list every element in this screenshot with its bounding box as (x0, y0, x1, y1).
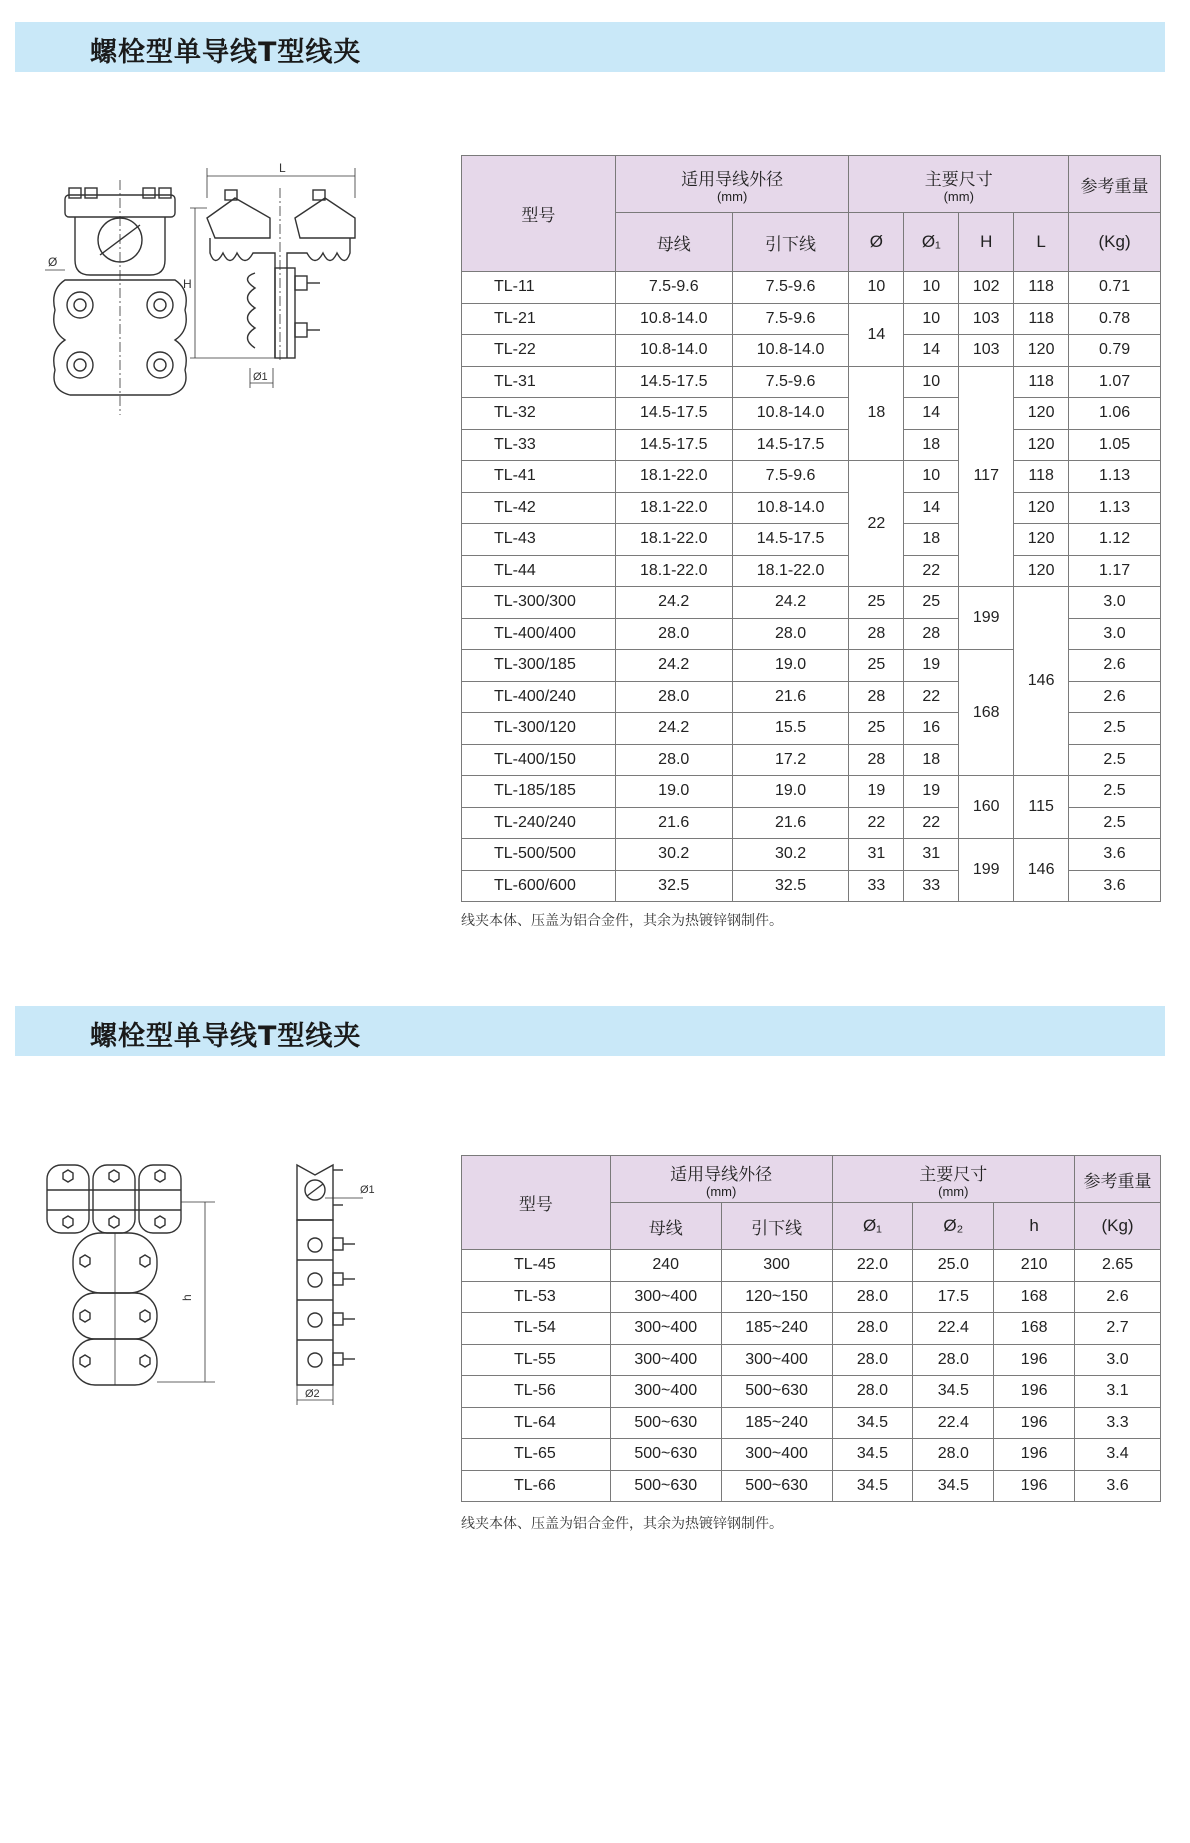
header-branch-line: 引下线 (732, 213, 849, 272)
table-row: TL-44 18.1-22.0 18.1-22.0 22 120 1.17 (462, 555, 1161, 587)
material-note-2: 线夹本体、压盖为铝合金件，其余为热镀锌钢制件。 (461, 1516, 783, 1532)
spec-table-2 (461, 1155, 1161, 1502)
table-row: TL-31 14.5-17.5 7.5-9.6 18 10 117 118 1.07 (462, 366, 1161, 398)
table-row: TL-54 300~400 185~240 28.0 22.4 168 2.7 (462, 1313, 1161, 1345)
table-row: TL-21 10.8-14.0 7.5-9.6 14 10 103 118 0.78 (462, 303, 1161, 335)
table-row: TL-400/150 28.0 17.2 28 18 2.5 (462, 744, 1161, 776)
table-row: TL-500/500 30.2 30.2 31 31 199 146 3.6 (462, 839, 1161, 871)
table-row: TL-11 7.5-9.6 7.5-9.6 10 10 102 118 0.71 (462, 272, 1161, 304)
table-row: TL-65 500~630 300~400 34.5 28.0 196 3.4 (462, 1439, 1161, 1471)
table-row: TL-240/240 21.6 21.6 22 22 2.5 (462, 807, 1161, 839)
header-phi2: Ø₂ (913, 1203, 994, 1250)
spec-table-1 (461, 155, 1161, 902)
section-title: 螺栓型单导线T型线夹 (90, 1021, 362, 1052)
table-row: TL-300/185 24.2 19.0 25 19 168 2.6 (462, 650, 1161, 682)
header-main-line: 母线 (610, 1203, 721, 1250)
header-L: L (1014, 213, 1069, 272)
diagram-label-phi1: Ø1 (253, 371, 268, 383)
table-row: TL-33 14.5-17.5 14.5-17.5 18 120 1.05 (462, 429, 1161, 461)
diagram-label-L: L (279, 161, 286, 175)
clamp-front-view-diagram (45, 180, 195, 415)
table-row: TL-22 10.8-14.0 10.8-14.0 14 103 120 0.79 (462, 335, 1161, 367)
table-row: TL-45 240 300 22.0 25.0 210 2.65 (462, 1250, 1161, 1282)
table-row: TL-185/185 19.0 19.0 19 19 160 115 2.5 (462, 776, 1161, 808)
header-model: 型号 (462, 156, 616, 272)
clamp-front-view-diagram-2 (45, 1160, 225, 1390)
table-row: TL-41 18.1-22.0 7.5-9.6 22 10 118 1.13 (462, 461, 1161, 493)
table-row: TL-400/240 28.0 21.6 28 22 2.6 (462, 681, 1161, 713)
table-row: TL-42 18.1-22.0 10.8-14.0 14 120 1.13 (462, 492, 1161, 524)
header-h: h (994, 1203, 1075, 1250)
table-row: TL-56 300~400 500~630 28.0 34.5 196 3.1 (462, 1376, 1161, 1408)
section-header-2 (15, 1006, 1165, 1056)
table-row: TL-32 14.5-17.5 10.8-14.0 14 120 1.06 (462, 398, 1161, 430)
header-dims: 主要尺寸 (mm) (832, 1156, 1075, 1203)
header-conductor: 适用导线外径 (mm) (615, 156, 849, 213)
header-weight-unit: (Kg) (1069, 213, 1161, 272)
header-conductor: 适用导线外径 (mm) (610, 1156, 832, 1203)
section-title: 螺栓型单导线T型线夹 (90, 37, 362, 68)
table-row: TL-66 500~630 500~630 34.5 34.5 196 3.6 (462, 1470, 1161, 1502)
header-main-line: 母线 (615, 213, 732, 272)
table-row: TL-53 300~400 120~150 28.0 17.5 168 2.6 (462, 1281, 1161, 1313)
table-row: TL-64 500~630 185~240 34.5 22.4 196 3.3 (462, 1407, 1161, 1439)
table-row: TL-300/300 24.2 24.2 25 25 199 146 3.0 (462, 587, 1161, 619)
material-note-1: 线夹本体、压盖为铝合金件，其余为热镀锌钢制件。 (461, 913, 783, 929)
header-H: H (959, 213, 1014, 272)
section-header-1 (15, 22, 1165, 72)
diagram-label-phi1-2: Ø1 (360, 1184, 375, 1196)
header-dims: 主要尺寸 (mm) (849, 156, 1069, 213)
diagram-label-H: H (183, 277, 192, 291)
header-phi1: Ø₁ (904, 213, 959, 272)
table-row: TL-400/400 28.0 28.0 28 28 3.0 (462, 618, 1161, 650)
clamp-side-view-diagram-2 (285, 1160, 395, 1410)
header-model: 型号 (462, 1156, 611, 1250)
diagram-label-phi2: Ø2 (305, 1388, 320, 1400)
header-weight: 参考重量 (1075, 1156, 1161, 1203)
clamp-side-view-diagram (183, 158, 370, 428)
header-branch-line: 引下线 (721, 1203, 832, 1250)
table-row: TL-600/600 32.5 32.5 33 33 3.6 (462, 870, 1161, 902)
diagram-label-phi: Ø (48, 255, 58, 269)
header-weight-unit: (Kg) (1075, 1203, 1161, 1250)
header-phi: Ø (849, 213, 904, 272)
header-weight: 参考重量 (1069, 156, 1161, 213)
table-row: TL-55 300~400 300~400 28.0 28.0 196 3.0 (462, 1344, 1161, 1376)
header-phi1: Ø₁ (832, 1203, 913, 1250)
diagram-label-h: h (180, 1294, 194, 1301)
table-row: TL-43 18.1-22.0 14.5-17.5 18 120 1.12 (462, 524, 1161, 556)
table-row: TL-300/120 24.2 15.5 25 16 2.5 (462, 713, 1161, 745)
